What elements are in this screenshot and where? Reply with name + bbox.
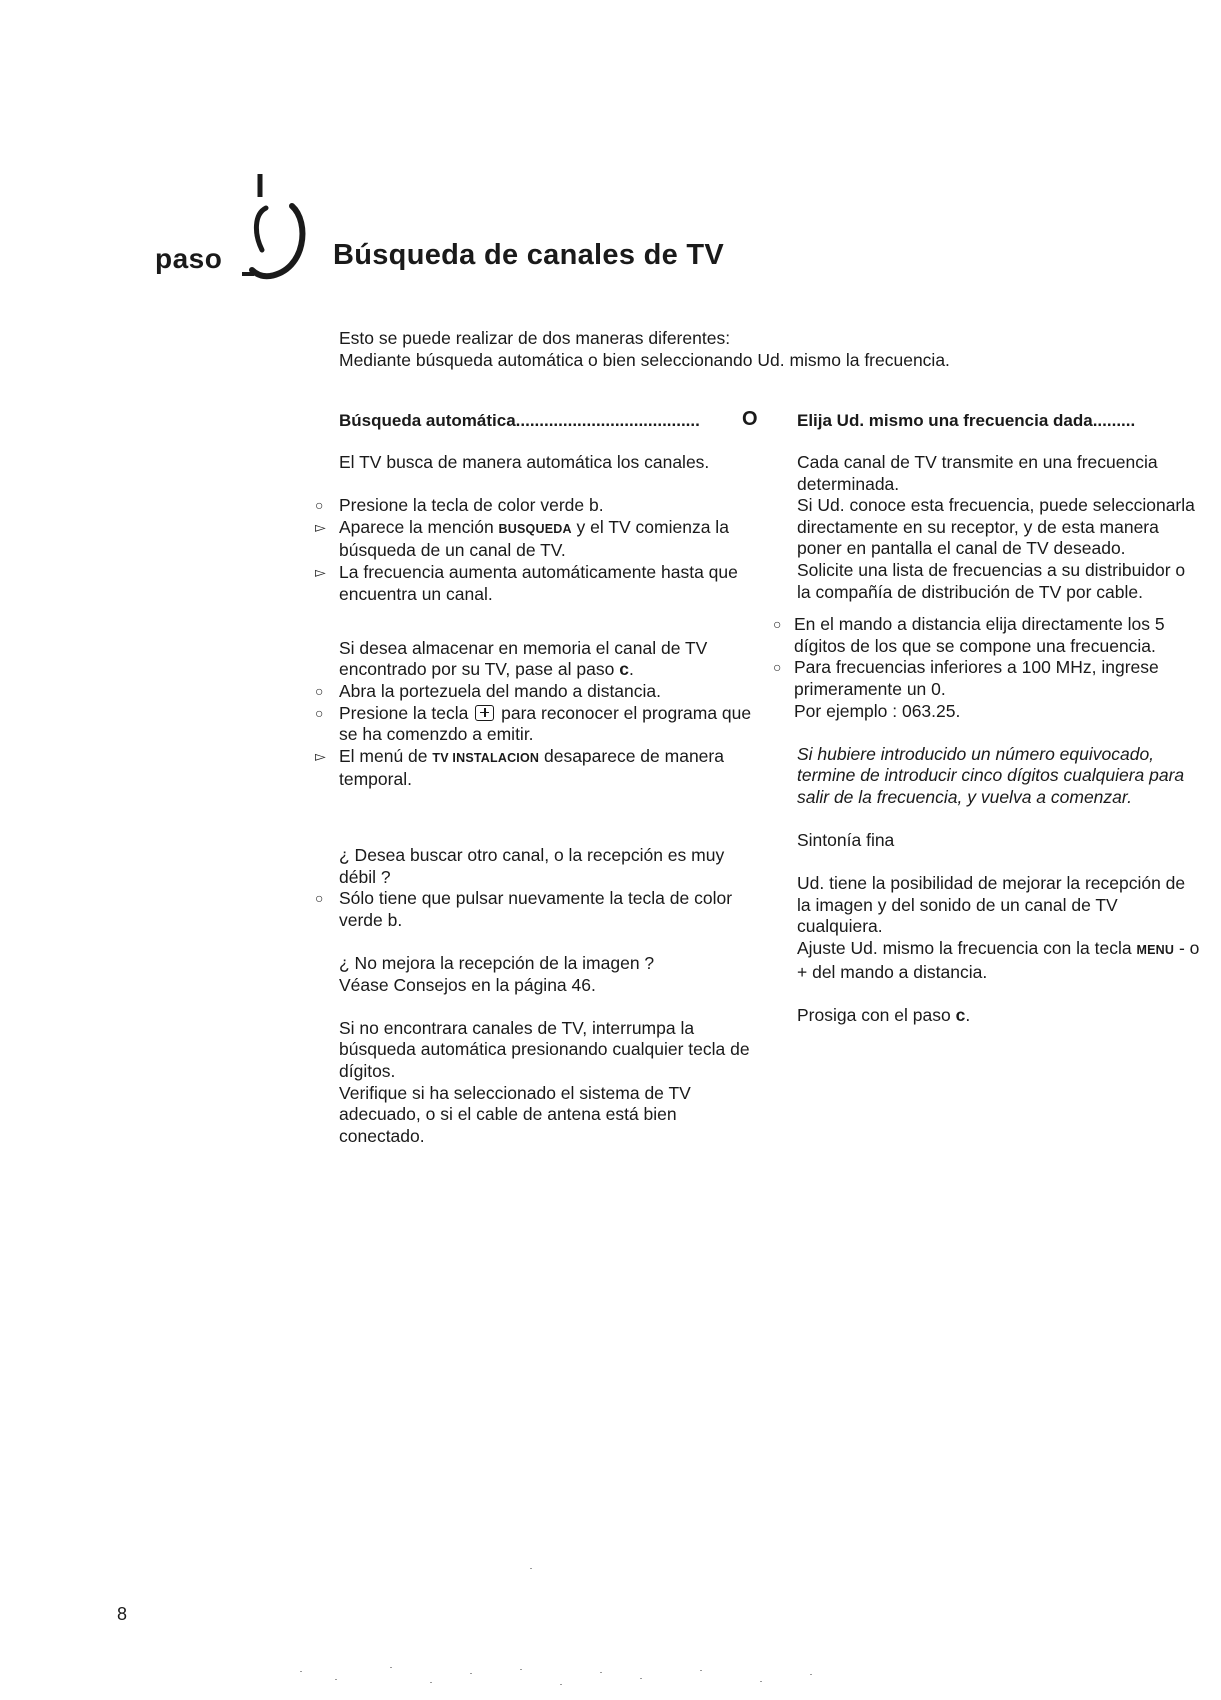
wrong-number-note: Si hubiere introducido un número equivocado, termine de introducir cinco dígitos cualquiera para salir de la frecuencia, y vuelva a comenzar. xyxy=(797,743,1185,807)
list-item-text: Aparece la mención xyxy=(339,516,499,537)
automatic-search-column xyxy=(310,410,765,1147)
list-item xyxy=(310,517,765,562)
list-item-text: Sólo tiene que pulsar nuevamente la tecla de color verde b. xyxy=(339,888,733,930)
circle-bullet-icon: ○ xyxy=(773,659,782,676)
arrow-bullet-icon: ▻ xyxy=(315,518,326,535)
tips-reference: Véase Consejos en la página 46. xyxy=(339,974,596,995)
list-item xyxy=(310,495,765,517)
intro-line-2: Mediante búsqueda automática o bien seleccionando Ud. mismo la frecuencia. xyxy=(339,349,950,370)
automatic-search-heading-text: Búsqueda automática....................................... xyxy=(339,411,700,430)
intro-line-1: Esto se puede realizar de dos maneras diferentes: xyxy=(339,328,731,348)
list-item-text: La frecuencia aumenta automáticamente hasta que encuentra un canal. xyxy=(339,561,738,604)
store-channel-text: Si desea almacenar en memoria el canal de TV encontrado por su TV, pase al paso c. xyxy=(339,637,708,680)
list-item xyxy=(310,746,765,791)
automatic-search-heading xyxy=(310,410,765,432)
circle-bullet-icon: ○ xyxy=(773,616,782,633)
manual-frequency-heading: Elija Ud. mismo una frecuencia dada......... xyxy=(797,411,1136,430)
verify-system-text: Verifique si ha seleccionado el sistema de TV adecuado, o si el cable de antena está bien conectado. xyxy=(339,1082,691,1146)
manual-frequency-column xyxy=(770,410,1200,1026)
page-title: Búsqueda de canales de TV xyxy=(333,239,725,271)
circle-bullet-icon: ○ xyxy=(315,890,324,907)
fine-tuning-adjust: Ajuste Ud. mismo la frecuencia con la tecla MENU - o + del mando a distancia. xyxy=(797,938,1200,982)
list-item-text: Presione la tecla de color verde b. xyxy=(339,495,604,516)
store-key-icon xyxy=(475,705,494,721)
list-item-text: Presione la tecla xyxy=(339,702,474,723)
list-item-text: En el mando a distancia elija directamente los 5 dígitos de los que se compone una frecuencia. xyxy=(794,614,1165,656)
search-other-channel-question: ¿ Desea buscar otro canal, o la recepción es muy débil ? xyxy=(339,845,725,887)
automatic-search-intro: El TV busca de manera automática los canales. xyxy=(339,452,710,472)
list-item-text: desaparece de manera temporal. xyxy=(339,745,724,790)
list-item-text: Para frecuencias inferiores a 100 MHz, ingrese primeramente un 0. xyxy=(794,657,1159,699)
menu-key-label: MENU xyxy=(1136,943,1175,958)
frequency-info-3: Solicite una lista de frecuencias a su distribuidor o la compañía de distribución de TV por cable. xyxy=(797,559,1186,602)
continue-step-text: Prosiga con el paso c. xyxy=(797,1004,971,1025)
circle-bullet-icon: ○ xyxy=(315,682,324,699)
fine-tuning-title: Sintonía fina xyxy=(797,830,895,851)
list-item xyxy=(310,562,765,605)
reception-question: ¿ No mejora la recepción de la imagen ? xyxy=(339,953,655,974)
no-channels-text: Si no encontrara canales de TV, interrumpa la búsqueda automática presionando cualquier tecla de dígitos. xyxy=(339,1017,750,1082)
frequency-example: Por ejemplo : 063.25. xyxy=(794,700,961,721)
list-item xyxy=(770,657,1200,700)
arrow-bullet-icon: ▻ xyxy=(315,563,326,580)
circle-bullet-icon: ○ xyxy=(315,497,324,514)
paso-label: paso xyxy=(155,243,223,274)
list-item-text: El menú de xyxy=(339,745,433,766)
list-item-text: para reconocer el programa que se ha comenzdo a emitir. xyxy=(339,702,752,745)
list-item-text: Abra la portezuela del mando a distancia. xyxy=(339,680,662,701)
list-item-text: y el TV comienza la búsqueda de un canal de TV. xyxy=(339,516,729,561)
list-item xyxy=(310,888,765,931)
intro-text xyxy=(339,328,1099,371)
circle-marker-icon: O xyxy=(742,408,758,430)
list-item xyxy=(770,614,1200,657)
list-item xyxy=(310,703,765,746)
arrow-bullet-icon: ▻ xyxy=(315,747,326,764)
circle-bullet-icon: ○ xyxy=(315,704,324,721)
step-number-graphic xyxy=(240,170,320,285)
frequency-info-1: Cada canal de TV transmite en una frecuencia determinada. xyxy=(797,452,1158,494)
frequency-info-2: Si Ud. conoce esta frecuencia, puede seleccionarla directamente en su receptor, y de esta manera poner en pantalla el canal de TV deseado. xyxy=(797,495,1195,559)
tv-instalacion-label: TV INSTALACION xyxy=(432,750,540,765)
list-item xyxy=(310,681,765,703)
busqueda-label: BUSQUEDA xyxy=(498,521,572,536)
page-number: 8 xyxy=(117,1604,128,1624)
fine-tuning-text: Ud. tiene la posibilidad de mejorar la recepción de la imagen y del sonido de un canal de TV cualquiera. xyxy=(797,873,1186,937)
